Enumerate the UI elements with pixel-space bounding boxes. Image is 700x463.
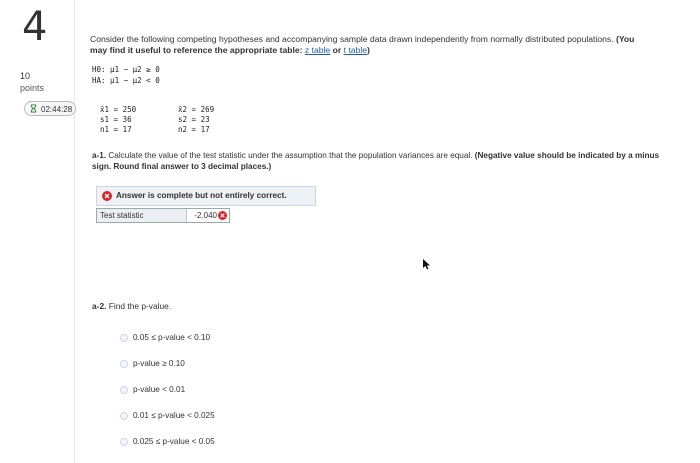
sample2-mean: x̄2 = 269 bbox=[178, 105, 215, 114]
intro-bold: (You may find it useful to reference the appropriate table: bbox=[90, 34, 635, 55]
part-a1-prompt bbox=[92, 151, 672, 172]
null-hypothesis: H0: μ1 − μ2 ≥ 0 bbox=[92, 65, 160, 74]
alt-hypothesis: HA: μ1 − μ2 < 0 bbox=[92, 76, 160, 85]
sample1-n: n1 = 17 bbox=[100, 125, 132, 134]
hypotheses bbox=[92, 64, 160, 86]
points-label: points bbox=[20, 83, 45, 93]
error-icon bbox=[102, 191, 112, 201]
hourglass-icon bbox=[29, 104, 38, 113]
part-a1-instructions: (Negative value should be indicated by a minus sign. Round final answer to 3 decimal places.) bbox=[92, 151, 660, 171]
option-label: 0.05 ≤ p-value < 0.10 bbox=[133, 333, 211, 342]
option-2[interactable] bbox=[120, 357, 185, 371]
test-statistic-input[interactable]: -2.040 bbox=[194, 211, 217, 220]
sample1-mean: x̄1 = 250 bbox=[100, 105, 137, 114]
option-label: 0.01 ≤ p-value < 0.025 bbox=[133, 411, 215, 420]
radio-button[interactable] bbox=[120, 412, 128, 420]
part-a1-label: a-1. bbox=[92, 151, 107, 160]
timer-text: 02:44:28 bbox=[41, 105, 73, 114]
part-a1-text: Calculate the value of the test statistic under the assumption that the population variances are equal. bbox=[108, 151, 473, 160]
option-4[interactable] bbox=[120, 409, 215, 423]
test-statistic-row bbox=[96, 208, 230, 223]
part-a2-text: Find the p-value. bbox=[108, 301, 172, 311]
divider bbox=[74, 0, 75, 463]
question-intro bbox=[90, 34, 650, 56]
sample2-n: n2 = 17 bbox=[178, 125, 210, 134]
sample1-sd: s1 = 36 bbox=[100, 115, 132, 124]
test-statistic-label: Test statistic bbox=[97, 209, 187, 222]
part-a2-prompt bbox=[92, 301, 171, 311]
option-1[interactable] bbox=[120, 331, 210, 345]
sample1-stats bbox=[100, 105, 136, 135]
points-value: 10 bbox=[20, 71, 31, 81]
intro-close: ) bbox=[367, 45, 370, 55]
timer[interactable] bbox=[24, 101, 76, 116]
mouse-cursor-icon bbox=[423, 259, 432, 270]
radio-button[interactable] bbox=[120, 334, 128, 342]
option-5[interactable] bbox=[120, 435, 215, 449]
points-block bbox=[20, 70, 44, 94]
z-table-link[interactable]: z table bbox=[304, 45, 331, 55]
option-label: p-value ≥ 0.10 bbox=[133, 359, 185, 368]
intro-text: Consider the following competing hypotheses and accompanying sample data drawn independently from normally distributed populations. bbox=[90, 34, 614, 44]
option-label: p-value < 0.01 bbox=[133, 385, 186, 394]
sample2-sd: s2 = 23 bbox=[178, 115, 210, 124]
sample2-stats bbox=[178, 105, 214, 135]
part-a2-label: a-2. bbox=[92, 301, 107, 311]
incorrect-icon bbox=[218, 211, 227, 220]
option-3[interactable] bbox=[120, 383, 185, 397]
option-label: 0.025 ≤ p-value < 0.05 bbox=[133, 437, 215, 446]
t-table-link[interactable]: t table bbox=[343, 45, 368, 55]
radio-button[interactable] bbox=[120, 360, 128, 368]
answer-status-banner bbox=[96, 186, 316, 206]
radio-button[interactable] bbox=[120, 438, 128, 446]
radio-button[interactable] bbox=[120, 386, 128, 394]
answer-status-text: Answer is complete but not entirely correct. bbox=[116, 191, 287, 200]
intro-or: or bbox=[332, 45, 342, 55]
question-number: 4 bbox=[22, 4, 48, 50]
